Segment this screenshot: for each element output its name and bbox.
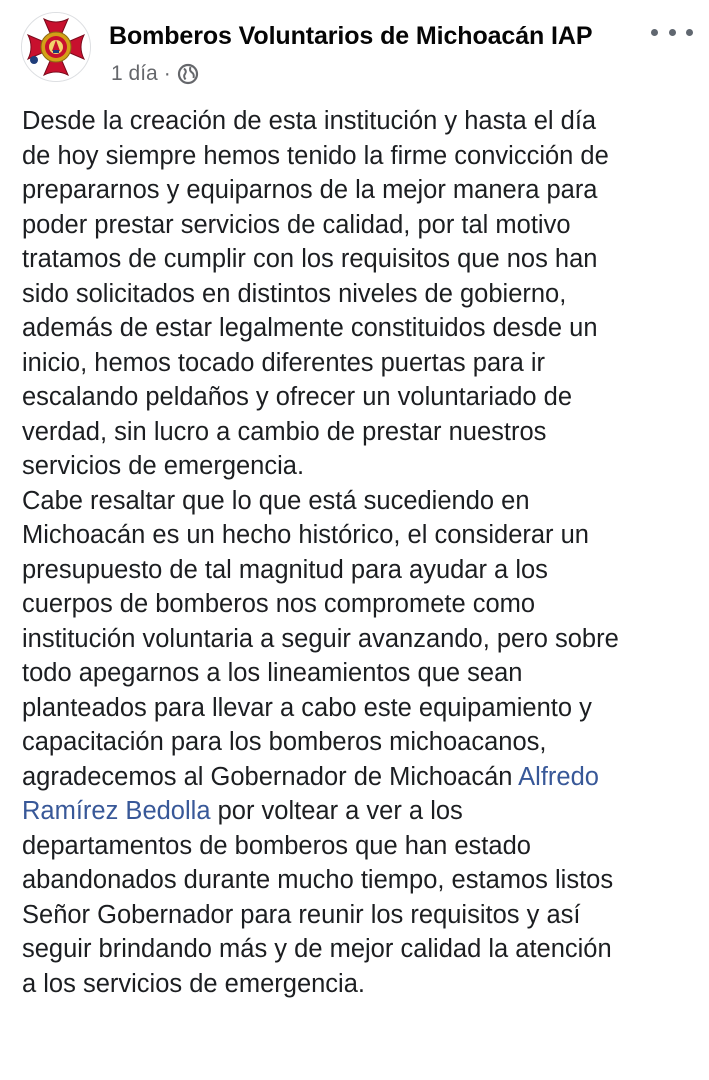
post-text-segment: por voltear a ver a los bbox=[210, 797, 463, 825]
post-text-segment: capacitación para los bomberos michoacanos, bbox=[22, 728, 547, 756]
post-text-line bbox=[22, 967, 692, 1002]
post-text-segment: planteados para llevar a cabo este equipamiento y bbox=[22, 693, 592, 722]
post-text-line bbox=[22, 760, 692, 795]
meta-separator: · bbox=[163, 62, 171, 85]
post-header bbox=[0, 0, 709, 100]
mention-link[interactable]: Ramírez Bedolla bbox=[22, 797, 211, 825]
post-text-line bbox=[22, 794, 692, 829]
post-text-line bbox=[22, 691, 692, 726]
post-text-line bbox=[22, 104, 692, 139]
post-text-line bbox=[22, 518, 692, 553]
post-text-segment: todo apegarnos a los lineamientos que sean bbox=[22, 659, 523, 687]
post-text-line bbox=[22, 139, 692, 174]
post-text-segment: de hoy siempre hemos tenido la firme convicción de bbox=[22, 141, 609, 170]
globe-icon bbox=[177, 63, 199, 85]
post-text-segment: verdad, sin lucro a cambio de prestar nuestros bbox=[22, 417, 547, 446]
post-text-segment: seguir brindando más y de mejor calidad la atención bbox=[22, 935, 612, 963]
post-text-line bbox=[22, 415, 692, 450]
post-text-line bbox=[22, 277, 692, 312]
post-text-segment: presupuesto de tal magnitud para ayudar a los bbox=[22, 555, 548, 584]
post-text-segment: Michoacán es un hecho histórico, el considerar un bbox=[22, 521, 589, 549]
post-text-line bbox=[22, 346, 692, 381]
post-timestamp[interactable]: 1 día bbox=[111, 62, 158, 85]
post-text-segment: agradecemos al Gobernador de Michoacán bbox=[22, 762, 519, 791]
post-text-line bbox=[22, 449, 692, 484]
more-options-button[interactable] bbox=[651, 20, 693, 44]
post-text-line bbox=[22, 725, 692, 760]
post-text-line bbox=[22, 311, 692, 346]
post-text-segment: además de estar legalmente constituidos desde un bbox=[22, 314, 598, 342]
post-text-line bbox=[22, 380, 692, 415]
post-text-segment: a los servicios de emergencia. bbox=[22, 969, 365, 998]
post-text-line bbox=[22, 173, 692, 208]
post-text-segment: inicio, hemos tocado diferentes puertas para ir bbox=[22, 348, 546, 377]
post-text-line bbox=[22, 863, 692, 898]
post-text-line bbox=[22, 587, 692, 622]
post-text-segment: Cabe resaltar que lo que está sucediendo en bbox=[22, 486, 530, 515]
mention-link[interactable]: Alfredo bbox=[518, 762, 599, 791]
post-text-segment: servicios de emergencia. bbox=[22, 452, 305, 480]
post-text-line bbox=[22, 208, 692, 243]
post-text-segment: cuerpos de bomberos nos compromete como bbox=[22, 590, 536, 618]
post-text-segment: prepararnos y equiparnos de la mejor manera para bbox=[22, 176, 598, 204]
post-text-segment: sido solicitados en distintos niveles de gobierno, bbox=[22, 279, 567, 308]
post-text-segment: institución voluntaria a seguir avanzando, pero sobre bbox=[22, 624, 619, 653]
post-text-line bbox=[22, 622, 692, 657]
post-text-line bbox=[22, 829, 692, 864]
post-text bbox=[22, 104, 692, 1001]
post-text-line bbox=[22, 932, 692, 967]
post-text-line bbox=[22, 484, 692, 519]
post-text-segment: abandonados durante mucho tiempo, estamos listos bbox=[22, 866, 614, 894]
post-text-line bbox=[22, 656, 692, 691]
firefighter-emblem-icon bbox=[22, 13, 90, 81]
post-meta bbox=[111, 61, 199, 87]
post-text-line bbox=[22, 898, 692, 933]
post-text-segment: escalando peldaños y ofrecer un voluntariado de bbox=[22, 383, 573, 411]
post-text-segment: poder prestar servicios de calidad, por tal motivo bbox=[22, 210, 571, 239]
post-text-segment: departamentos de bomberos que han estado bbox=[22, 831, 531, 860]
post-text-line bbox=[22, 242, 692, 277]
post-text-segment: tratamos de cumplir con los requisitos que nos han bbox=[22, 245, 598, 273]
more-options-icon-dot bbox=[686, 29, 693, 36]
page-name[interactable]: Bomberos Voluntarios de Michoacán IAP bbox=[109, 22, 593, 50]
page-avatar[interactable] bbox=[21, 12, 91, 82]
post-text-line bbox=[22, 553, 692, 588]
post-text-segment: Señor Gobernador para reunir los requisitos y así bbox=[22, 900, 581, 929]
more-options-icon-dot bbox=[669, 29, 676, 36]
more-options-icon bbox=[651, 29, 658, 36]
post-text-segment: Desde la creación de esta institución y hasta el día bbox=[22, 107, 597, 135]
